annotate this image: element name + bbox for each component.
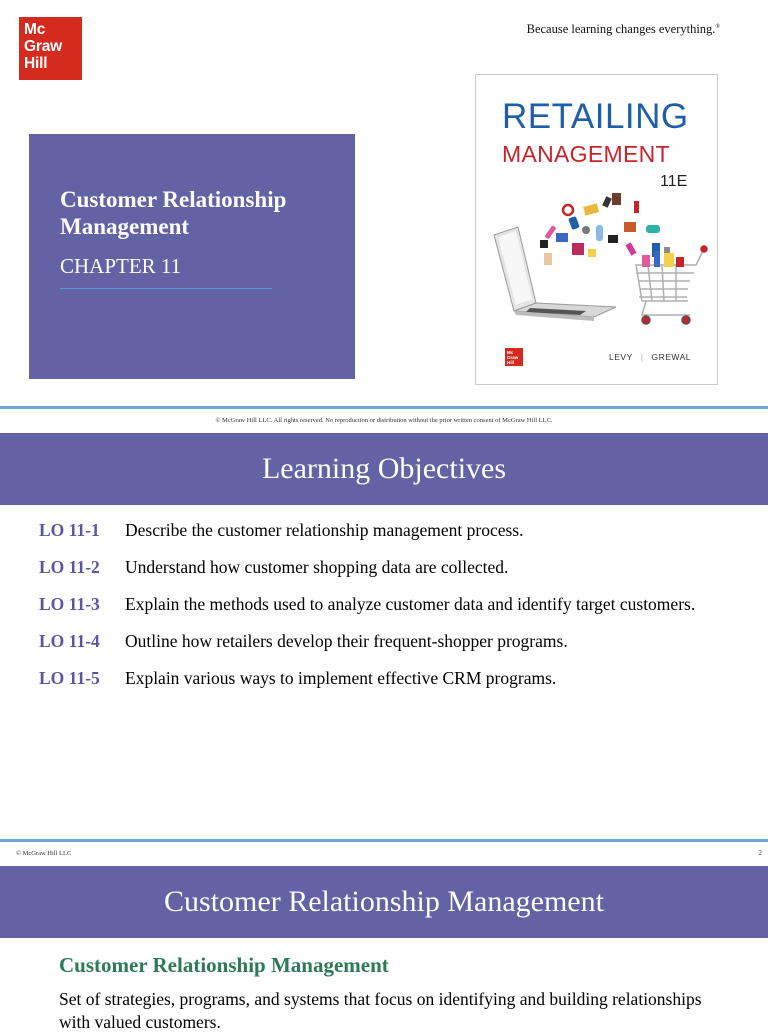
objective-text: Describe the customer relationship management process. — [125, 520, 524, 540]
objective-code: LO 11-2 — [39, 557, 100, 577]
title-box — [29, 134, 355, 379]
book-publisher-logo: Mc Graw Hill — [505, 348, 523, 366]
list-item — [39, 556, 739, 579]
mcgraw-hill-logo: Mc Graw Hill — [19, 17, 82, 80]
book-title-line2: MANAGEMENT — [502, 141, 670, 167]
slide-title-banner: Customer Relationship Management — [0, 866, 768, 938]
objectives-list — [39, 519, 739, 704]
objective-text: Explain the methods used to analyze customer data and identify target customers. — [125, 594, 696, 614]
title-slide — [0, 0, 768, 406]
objective-code: LO 11-5 — [39, 668, 100, 688]
book-authors: LEVY | GREWAL — [609, 352, 691, 362]
book-cover-illustration — [476, 75, 718, 385]
footer-copyright: © McGraw Hill LLC — [16, 850, 72, 857]
page-number: 2 — [758, 849, 762, 857]
objective-text: Outline how retailers develop their frequent-shopper programs. — [125, 631, 568, 651]
objective-code: LO 11-4 — [39, 631, 100, 651]
objective-text: Explain various ways to implement effective CRM programs. — [125, 668, 557, 688]
section-heading: Customer Relationship Management — [59, 953, 389, 977]
title-underline — [60, 288, 272, 289]
list-item — [39, 519, 739, 542]
copyright-notice: © McGraw Hill LLC. All rights reserved. No reproduction or distribution without the prior written consent of McGraw Hill LLC. — [215, 417, 553, 424]
book-cover — [475, 74, 718, 385]
crm-slide — [0, 842, 768, 1032]
learning-objectives-slide — [0, 433, 768, 839]
definition-text: Set of strategies, programs, and systems that focus on identifying and building relationships with valued customers. — [59, 989, 702, 1032]
objective-code: LO 11-3 — [39, 594, 100, 614]
author-separator: | — [640, 352, 644, 362]
book-edition: 11E — [660, 173, 688, 190]
laptop-illustration — [494, 227, 616, 321]
tagline: Because learning changes everything.® — [526, 22, 720, 36]
objective-text: Understand how customer shopping data are collected. — [125, 557, 509, 577]
slide-title-banner: Learning Objectives — [0, 433, 768, 505]
product-illustrations — [540, 193, 670, 265]
list-item — [39, 667, 739, 690]
objective-code: LO 11-1 — [39, 520, 100, 540]
list-item — [39, 593, 739, 616]
list-item — [39, 630, 739, 653]
book-title-line1: RETAILING — [502, 97, 689, 136]
slide-title: Customer Relationship Management — [60, 187, 287, 239]
chapter-label: CHAPTER 11 — [60, 254, 182, 278]
slide-divider — [0, 406, 768, 409]
